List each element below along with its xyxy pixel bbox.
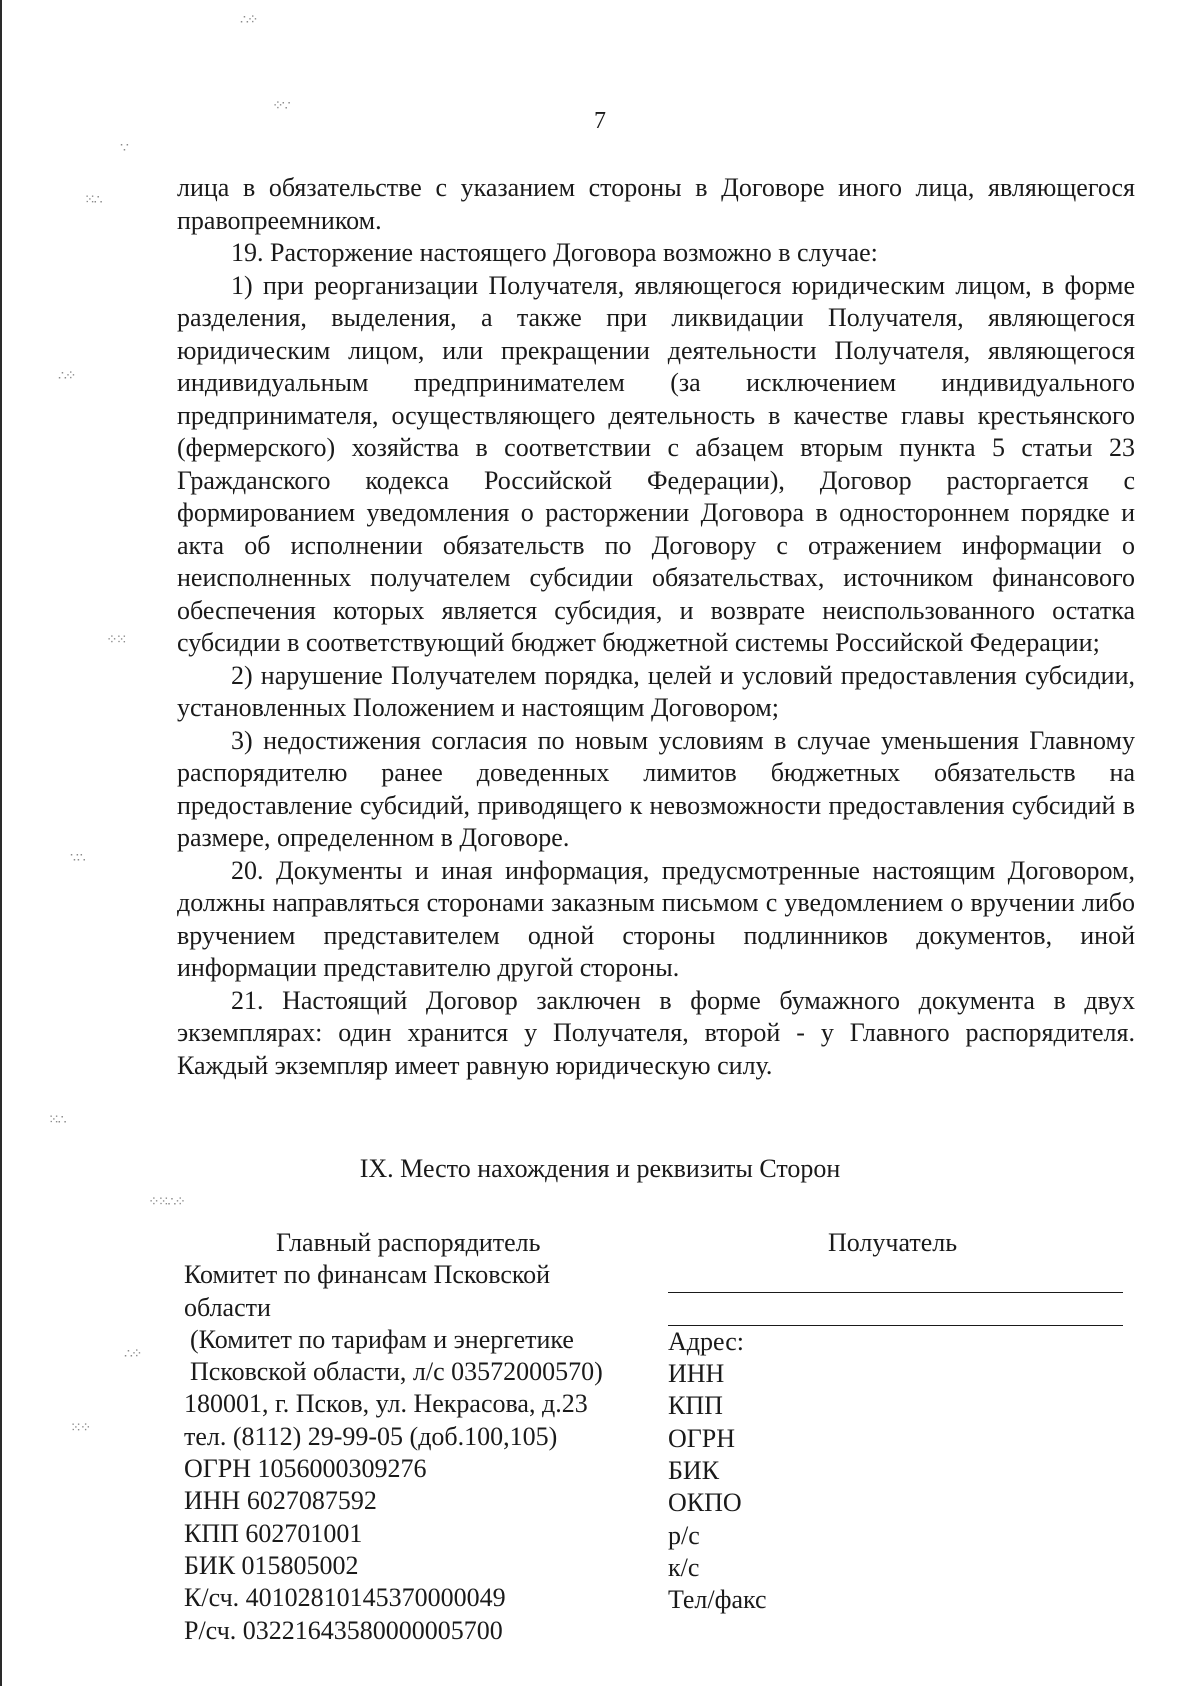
scan-speck: ∵∴ [70, 851, 84, 866]
left-party-line: (Комитет по тарифам и энергетике [190, 1324, 574, 1354]
right-party-details [668, 1227, 1123, 1617]
scan-speck: ∵ [120, 141, 127, 156]
right-party-field: Тел/факс [668, 1585, 767, 1615]
page-edge-shadow [0, 0, 2, 1686]
scan-speck: ⁘∵ [272, 99, 289, 114]
blank-fill-line [668, 1259, 1123, 1292]
section-title: IX. Место нахождения и реквизиты Сторон [359, 1154, 841, 1183]
paragraph: 19. Расторжение настоящего Договора возможно в случае: [231, 238, 878, 267]
left-party-details [184, 1227, 684, 1647]
scan-speck: ∴⁘ [240, 13, 257, 28]
right-party-field: Адрес: [668, 1326, 744, 1356]
right-party-heading: Получатель [828, 1228, 958, 1257]
scan-speck: ∴⁘ [124, 1347, 141, 1362]
page-number: 7 [594, 108, 606, 134]
paragraph: 3) недостижения согласия по новым условиям в случае уменьшения Главному распорядителю ранее доведенных лимитов бюджетных обязательств на предоставление субсидий, приводящего к невозможности предоставления субсидий в размере, определенном в Договоре. [177, 725, 1135, 852]
right-party-field: ОГРН [668, 1423, 736, 1453]
scan-speck: ⁙∴ [84, 193, 101, 208]
left-party-line: Комитет по финансам Псковской [184, 1260, 551, 1290]
right-party-field: ИНН [668, 1359, 725, 1389]
paragraph: 20. Документы и иная информация, предусмотренные настоящим Договором, должны направляться сторонами заказным письмом с уведомлением о вручении либо вручением представителем одной стороны подлинников документов, иной информации представителю другой стороны. [177, 855, 1135, 982]
right-party-field: КПП [668, 1391, 723, 1421]
left-party-line: тел. (8112) 29-99-05 (доб.100,105) [184, 1421, 558, 1451]
paragraph: 21. Настоящий Договор заключен в форме бумажного документа в двух экземплярах: один хранится у Получателя, второй - у Главного распорядителя. Каждый экземпляр имеет равную юридическую силу. [177, 985, 1135, 1080]
paragraph: 2) нарушение Получателем порядка, целей и условий предоставления субсидии, установленных Положением и настоящим Договором; [177, 660, 1135, 722]
right-party-field: к/с [668, 1552, 700, 1582]
scan-speck: ⁘⁙ [106, 633, 126, 648]
left-party-line: ОГРН 1056000309276 [184, 1454, 427, 1484]
left-party-line: КПП 602701001 [184, 1518, 363, 1548]
right-party-field: БИК [668, 1456, 720, 1486]
right-party-field: ОКПО [668, 1488, 742, 1518]
scan-speck: ⁘⁙∴⁘ [148, 1195, 185, 1210]
blank-fill-line [668, 1293, 1123, 1326]
left-party-line: области [184, 1292, 271, 1322]
left-party-heading: Главный распорядитель [276, 1228, 541, 1257]
scan-speck: ∴⁘ [58, 369, 75, 384]
left-party-line: Р/сч. 03221643580000005700 [184, 1615, 503, 1645]
left-party-line: ИНН 6027087592 [184, 1486, 377, 1516]
left-party-line: 180001, г. Псков, ул. Некрасова, д.23 [184, 1389, 588, 1419]
paragraph: 1) при реорганизации Получателя, являющегося юридическим лицом, в форме разделения, выделения, а также при ликвидации Получателя, являющегося юридическим лицом, или прекращении деятельности Получателя, являющегося индивидуальным предпринимателем (за исключением индивидуального предпринимателя, осуществляющего деятельность в качестве главы крестьянского (фермерского) хозяйства в соответствии с абзацем вторым пункта 5 статьи 23 Гражданского кодекса Российской Федерации), Договор расторгается с формированием уведомления о расторжении Договора в одностороннем порядке и акта об исполнении обязательств по Договору с отражением информации о неисполненных получателем субсидии обязательствах, источником финансового обеспечения которых является субсидия, и возврате неиспользованного остатка субсидии в соответствующий бюджет бюджетной системы Российской Федерации; [177, 270, 1135, 657]
left-party-line: К/сч. 40102810145370000049 [184, 1583, 506, 1613]
paragraph: лица в обязательстве с указанием стороны в Договоре иного лица, являющегося правопреемником. [177, 173, 1135, 235]
right-party-field: р/с [668, 1520, 700, 1550]
left-party-line: Псковской области, л/с 03572000570) [190, 1357, 603, 1387]
contract-body [177, 172, 1135, 1082]
left-party-line: БИК 015805002 [184, 1550, 359, 1580]
scan-speck: ⁙⁘ [70, 1421, 90, 1436]
scan-speck: ⁙∴ [48, 1113, 65, 1128]
